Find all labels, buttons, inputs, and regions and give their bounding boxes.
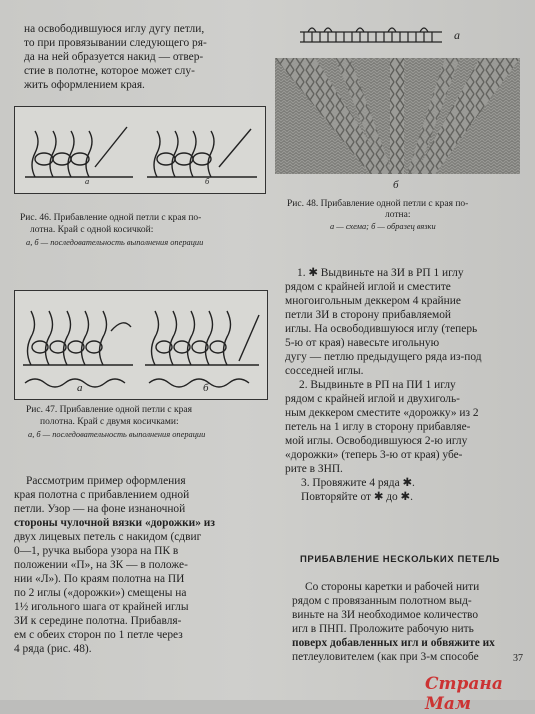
figure-label-a: а [85,177,90,186]
figure-label-b: б [205,177,210,186]
text-line: петли ЗИ в сторону прибавляемой [285,309,452,321]
figure-46-caption: лотна. Край с одной косичкой: [30,225,154,235]
text-line: жить оформлением края. [24,79,145,91]
text-line: рядом с крайней иглой и сместите [285,281,451,293]
text-line: 5-ю от края) навесьте игольную [285,337,440,349]
text-line: петли. Узор — на фоне изнаночной [14,503,186,515]
figure-46 [14,106,266,194]
figure-label-a: а [77,382,83,394]
text-line: да на ней образуется накид — отвер- [24,51,204,63]
text-line: Рассмотрим пример оформления [26,475,186,487]
text-line: Повторяйте от ✱ до ✱. [301,491,413,503]
section-heading: ПРИБАВЛЕНИЕ НЕСКОЛЬКИХ ПЕТЕЛЬ [300,554,500,565]
text-line: иглы. На освободившуюся иглу (теперь [285,323,478,335]
text-line: петлеуловителем (как при 3-м способе [292,651,479,663]
text-line: стороны чулочной вязки «дорожки» из [14,517,215,529]
text-line: рядом с крайней иглой и двухиголь- [285,393,460,405]
figure-48-caption: Рис. 48. Прибавление одной петли с края по- [287,199,469,209]
text-line: 4 ряда (рис. 48). [14,643,92,655]
figure-47-legend: а, б — последовательность выполнения операции [28,430,206,439]
text-line: то при провязывании следующего ря- [24,37,207,49]
text-line: двух лицевых петель с накидом (сдвиг [14,531,202,543]
text-line: по 2 иглы («дорожки») смещены на [14,587,187,599]
figure-48-legend: а — схема; б — образец вязки [330,222,436,231]
text-line: 3. Провяжите 4 ряда ✱. [301,477,415,489]
text-line: нии «Л»). По краям полотна на ПИ [14,573,185,585]
figure-46-legend: а, б — последовательность выполнения операции [26,238,204,247]
text-line: игл в ПНП. Проложите рабочую нить [292,623,474,635]
text-line: многоигольным деккером 4 крайние [285,295,461,307]
figure-label-a: а [454,28,460,42]
figure-47-caption: Рис. 47. Прибавление одной петли с края [26,405,192,415]
text-line: поверх добавленных игл и обвяжите их [292,637,495,649]
knitting-diagram-47 [15,291,267,399]
text-line: стие в полотне, которое может слу- [24,65,195,77]
text-line: сосседней иглы. [285,365,364,377]
figure-47 [14,290,268,400]
figure-47-caption: полотна. Край с двумя косичками: [40,417,179,427]
text-line: ем с обеих сторон по 1 петле через [14,629,183,641]
figure-48-scheme [296,22,446,48]
figure-48-photo [275,58,520,174]
text-line: рите в ЗНП. [285,463,343,475]
watermark: Страна Мам [425,674,503,714]
knitting-diagram-46 [15,107,265,193]
text-line: рядом с провязанным полотном выд- [292,595,472,607]
text-line: края полотна с прибавлением одной [14,489,190,501]
text-line: мой иглы. Освободившуюся 2-ю иглу [285,435,468,447]
page-number: 37 [513,653,523,664]
figure-46-caption: Рис. 46. Прибавление одной петли с края по- [20,213,202,223]
text-line: «дорожки» (теперь 3-ю от края) убе- [285,449,463,461]
text-line: положении «П», на ЗК — в положе- [14,559,188,571]
text-line: ным деккером сместите «дорожку» из 2 [285,407,479,419]
text-line: 2. Выдвиньте в РП на ПИ 1 иглу [299,379,456,391]
text-line: 0—1, ручка выбора узора на ПК в [14,545,179,557]
text-line: Со стороны каретки и рабочей нити [305,581,480,593]
text-line: петель на 1 иглу в сторону прибавляе- [285,421,471,433]
text-line: на освободившуюся иглу дугу петли, [24,23,205,35]
text-line: ЗИ к середине полотна. Прибавля- [14,615,182,627]
text-line: дугу — петлю предыдущего ряда из-под [285,351,482,363]
text-line: 1½ игольного шага от крайней иглы [14,601,189,613]
text-line: 1. ✱ Выдвиньте на ЗИ в РП 1 иглу [297,267,464,279]
figure-48-caption: лотна: [385,210,411,220]
figure-label-b: б [203,382,209,394]
text-line: виньте на ЗИ необходимое количество [292,609,479,621]
figure-label-b: б [393,179,399,191]
